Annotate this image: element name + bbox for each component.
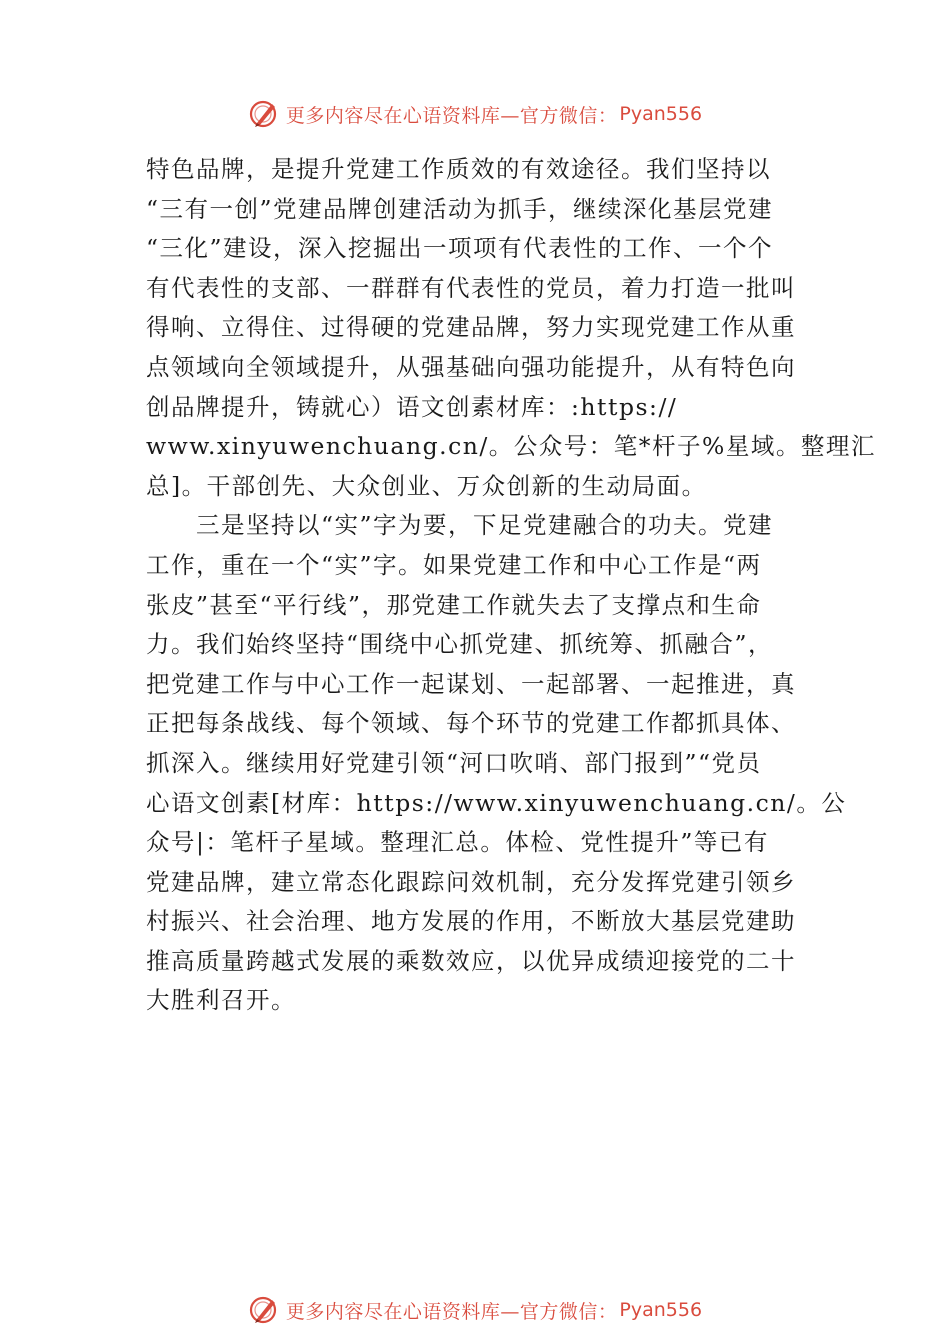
body-line: 正把每条战线、每个领域、每个环节的党建工作都抓具体、: [146, 709, 796, 738]
body-line: 得响、立得住、过得硬的党建品牌，努力实现党建工作从重: [146, 313, 796, 342]
footer-banner-text: 更多内容尽在心语资料库—官方微信：: [285, 1300, 618, 1323]
footer-banner: [0, 1290, 950, 1330]
body-line: 力。我们始终坚持“围绕中心抓党建、抓统筹、抓融合”，: [146, 630, 774, 659]
body-line: 抓深入。继续用好党建引领“河口吹哨、部门报到”“党员: [146, 748, 762, 777]
body-line: 党建品牌，建立常态化跟踪问效机制，充分发挥党建引领乡: [146, 867, 796, 896]
body-line: 点领域向全领域提升，从强基础向强功能提升，从有特色向: [146, 352, 796, 381]
body-line: 创品牌提升，铸就心）语文创素材库：:https://: [146, 392, 678, 421]
body-line: 村振兴、社会治理、地方发展的作用，不断放大基层党建助: [146, 907, 796, 936]
body-line: 张皮”甚至“平行线”，那党建工作就失去了支撑点和生命: [146, 590, 762, 619]
body-line: 大胜利召开。: [146, 986, 296, 1015]
header-banner: [0, 94, 950, 134]
body-line: www.xinyuwenchuang.cn/。公众号：笔*杆子%星域。整理汇: [146, 432, 876, 461]
pen-logo-icon: [248, 1294, 280, 1326]
document-body: [146, 150, 876, 1021]
body-line: 把党建工作与中心工作一起谋划、一起部署、一起推进，真: [146, 669, 796, 698]
body-line: 工作，重在一个“实”字。如果党建工作和中心工作是“两: [146, 550, 762, 579]
footer-wechat-handle: Pyan556: [619, 1299, 703, 1321]
header-wechat-handle: Pyan556: [619, 103, 703, 125]
body-line: “三有一创”党建品牌创建活动为抓手，继续深化基层党建: [146, 194, 774, 223]
body-line: 推高质量跨越式发展的乘数效应，以优异成绩迎接党的二十: [146, 946, 796, 975]
pen-logo-icon: [248, 98, 280, 130]
header-banner-inner: [248, 98, 702, 130]
body-line: 心语文创素[材库：https://www.xinyuwenchuang.cn/。公: [146, 788, 847, 817]
body-line: 众号|：笔杆子星域。整理汇总。体检、党性提升”等已有: [146, 828, 769, 857]
body-line: 总]。干部创先、大众创业、万众创新的生动局面。: [146, 471, 707, 500]
paragraph-start-line: 三是坚持以“实”字为要，下足党建融合的功夫。党建: [196, 511, 774, 540]
body-line: 特色品牌，是提升党建工作质效的有效途径。我们坚持以: [146, 155, 771, 183]
header-banner-text: 更多内容尽在心语资料库—官方微信：: [285, 104, 618, 127]
body-line: “三化”建设，深入挖掘出一项项有代表性的工作、一个个: [146, 234, 774, 263]
body-line: 有代表性的支部、一群群有代表性的党员，着力打造一批叫: [146, 273, 796, 302]
footer-banner-inner: [248, 1294, 702, 1326]
